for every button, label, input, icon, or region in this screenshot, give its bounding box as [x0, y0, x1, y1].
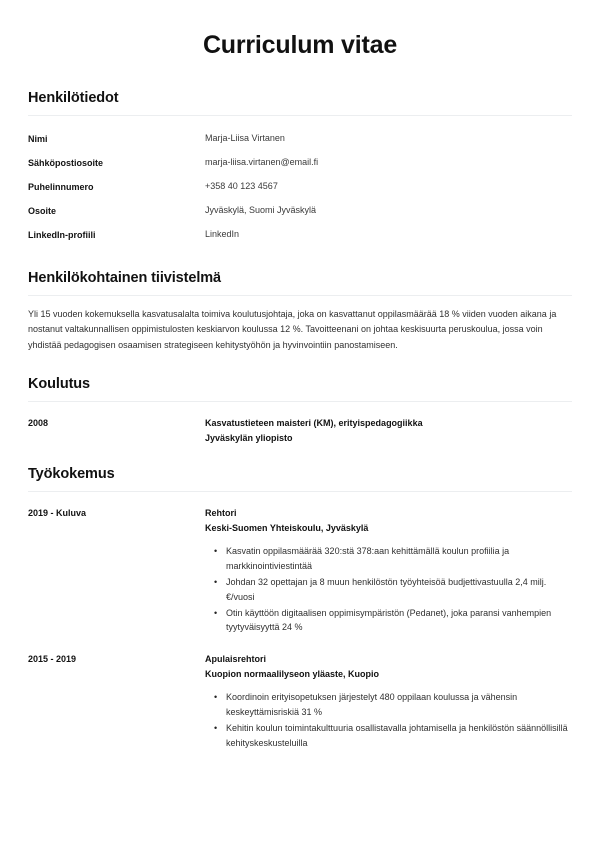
work-entry-achievements: [205, 690, 572, 750]
section-personal-details: [28, 89, 572, 247]
linkedin-profile-link[interactable]: LinkedIn: [205, 229, 240, 240]
list-item: • Johdan 32 opettajan ja 8 muun henkilöstön työyhteisöä budjettivastuulla 2,4 milj. €/vuosi: [226, 575, 572, 604]
education-entry-institution: Jyväskylän yliopisto: [205, 432, 293, 443]
list-item: • Koordinoin erityisopetuksen järjestelyt 480 oppilaan koulussa ja vähensin keskeyttämisriskiä 31 %: [226, 690, 572, 719]
section-heading-personal-details: Henkilötiedot: [28, 90, 119, 107]
section-heading-education: Koulutus: [28, 376, 91, 393]
list-item: • Kehitin koulun toimintakulttuuria osallistavalla johtamisella ja henkilöstön säännöllisillä kehityskeskusteluilla: [226, 721, 572, 750]
personal-detail-row-email: [28, 151, 572, 175]
section-heading-work-experience: Työkokemus: [28, 466, 115, 483]
work-entry-achievements: [205, 544, 572, 634]
section-divider: [28, 401, 572, 402]
education-entry-date: 2008: [28, 417, 49, 428]
personal-details-list: [28, 127, 572, 247]
personal-detail-row-linkedin: [28, 223, 572, 247]
section-divider: [28, 115, 572, 116]
field-value: Marja-Liisa Virtanen: [205, 133, 285, 144]
list-item: • Kasvatin oppilasmäärää 320:stä 378:aan kehittämällä koulun profiilia ja markkinointiviestintää: [226, 544, 572, 573]
section-heading-personal-summary: Henkilökohtainen tiivistelmä: [28, 270, 221, 287]
personal-summary-text: Yli 15 vuoden kokemuksella kasvatusalalta toimiva koulutusjohtaja, joka on kasvattanut oppilasmäärää 18 % viiden vuoden aikana ja nostanut valtakunnallisen oppimistulosten keskiarvon koulussa 12 %. Tavoitteenani on johtaa keskisuurta peruskoulua, jossa voin yhdistää pedagogisen osaamisen strategiseen kehitystyöhön ja hyvinvointiin panostamiseen.: [28, 308, 557, 350]
personal-detail-row-phone: [28, 175, 572, 199]
section-work-experience: [28, 465, 572, 753]
field-label: LinkedIn-profiili: [28, 229, 96, 240]
section-divider: [28, 295, 572, 296]
education-entry: [28, 413, 572, 447]
section-education: [28, 375, 572, 447]
page-title: Curriculum vitae: [202, 31, 398, 59]
field-label: Sähköpostiosoite: [28, 157, 104, 168]
work-entry-employer: Kuopion normaalilyseon yläaste, Kuopio: [205, 668, 380, 679]
field-label: Osoite: [28, 205, 57, 216]
work-entry: [28, 503, 572, 638]
work-entry-employer: Keski-Suomen Yhteiskoulu, Jyväskylä: [205, 522, 369, 533]
work-entry-body: [205, 506, 572, 636]
personal-detail-row-address: [28, 199, 572, 223]
education-entry-degree: Kasvatustieteen maisteri (KM), erityispedagogiikka: [205, 418, 423, 429]
work-entry-body: [205, 652, 572, 751]
field-value: +358 40 123 4567: [205, 181, 278, 192]
section-divider: [28, 491, 572, 492]
work-entry-date: 2019 - Kuluva: [28, 507, 87, 518]
work-entry-date: 2015 - 2019: [28, 653, 77, 664]
field-label: Puhelinnumero: [28, 181, 94, 192]
list-item: • Otin käyttöön digitaalisen oppimisympäristön (Pedanet), joka paransi vanhempien tyytyväisyyttä 24 %: [226, 606, 572, 635]
work-entry-position: Apulaisrehtori: [205, 654, 267, 665]
work-entry: [28, 649, 572, 753]
field-label: Nimi: [28, 133, 48, 144]
work-experience-list: [28, 503, 572, 754]
work-entry-position: Rehtori: [205, 508, 237, 519]
section-personal-summary: [28, 269, 572, 353]
education-entry-body: [205, 416, 572, 445]
field-value: marja-liisa.virtanen@email.fi: [205, 157, 319, 168]
field-value: Jyväskylä, Suomi Jyväskylä: [205, 205, 317, 216]
personal-detail-row-name: [28, 127, 572, 151]
